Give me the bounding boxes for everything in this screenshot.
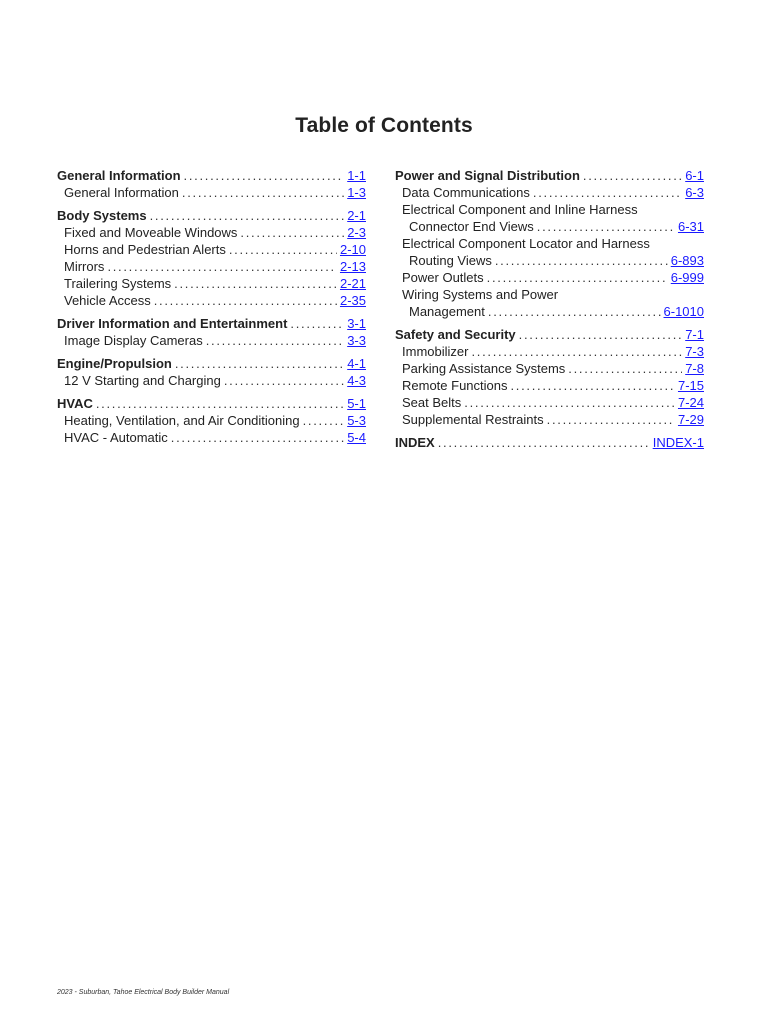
- toc-label: Mirrors: [64, 259, 105, 274]
- toc-subentry-immobilizer: [395, 343, 704, 360]
- toc-page-link[interactable]: 6-999: [670, 270, 704, 285]
- toc-page-link[interactable]: 3-1: [347, 316, 366, 331]
- leader-dots: [519, 326, 683, 343]
- toc-entry-index: [395, 434, 704, 451]
- toc-label: HVAC: [57, 396, 93, 411]
- toc-left-column: [57, 167, 366, 446]
- toc-page-link[interactable]: INDEX-1: [652, 435, 704, 450]
- leader-dots: [107, 258, 337, 275]
- toc-label: Fixed and Moveable Windows: [64, 225, 238, 240]
- toc-subentry-wiring-management: [395, 303, 704, 320]
- leader-dots: [533, 184, 682, 201]
- toc-subentry-image-cameras: [57, 332, 366, 349]
- toc-page-link[interactable]: 7-15: [677, 378, 704, 393]
- toc-entry-hvac: [57, 395, 366, 412]
- toc-page-link[interactable]: 7-29: [677, 412, 704, 427]
- toc-label: Immobilizer: [402, 344, 469, 359]
- toc-subentry-supplemental-restraints: [395, 411, 704, 428]
- toc-subentry-vehicle-access: [57, 292, 366, 309]
- toc-label: Data Communications: [402, 185, 530, 200]
- leader-dots: [206, 332, 344, 349]
- leader-dots: [290, 315, 344, 332]
- toc-label: Management: [409, 304, 485, 319]
- leader-dots: [96, 395, 344, 412]
- leader-dots: [511, 377, 675, 394]
- toc-entry-driver-information: [57, 315, 366, 332]
- toc-subentry-hvac-automatic: [57, 429, 366, 446]
- toc-subentry-general-information: [57, 184, 366, 201]
- leader-dots: [568, 360, 682, 377]
- toc-label: General Information: [57, 168, 181, 183]
- toc-page-link[interactable]: 2-1: [347, 208, 366, 223]
- leader-dots: [175, 355, 344, 372]
- leader-dots: [184, 167, 345, 184]
- toc-subentry-fixed-windows: [57, 224, 366, 241]
- toc-label: Trailering Systems: [64, 276, 172, 291]
- toc-entry-body-systems: [57, 207, 366, 224]
- toc-page-link[interactable]: 3-3: [347, 333, 366, 348]
- toc-subentry-routing-views: [395, 252, 704, 269]
- toc-page-link[interactable]: 7-24: [677, 395, 704, 410]
- toc-entry-power-signal: [395, 167, 704, 184]
- toc-label: Connector End Views: [409, 219, 534, 234]
- toc-page-link[interactable]: 7-8: [685, 361, 704, 376]
- toc-subentry-connector-end-views: [395, 218, 704, 235]
- toc-subentry-trailering: [57, 275, 366, 292]
- leader-dots: [464, 394, 675, 411]
- toc-page-link[interactable]: 2-35: [339, 293, 366, 308]
- leader-dots: [438, 434, 650, 451]
- leader-dots: [547, 411, 675, 428]
- toc-page-link[interactable]: 2-21: [339, 276, 366, 291]
- toc-page-link[interactable]: 1-3: [347, 185, 366, 200]
- toc-subentry-mirrors: [57, 258, 366, 275]
- leader-dots: [495, 252, 668, 269]
- leader-dots: [171, 429, 344, 446]
- toc-page-link[interactable]: 2-3: [347, 225, 366, 240]
- toc-label: Parking Assistance Systems: [402, 361, 566, 376]
- toc-label: Horns and Pedestrian Alerts: [64, 242, 226, 257]
- toc-page-link[interactable]: 5-3: [347, 413, 366, 428]
- page-title: Table of Contents: [295, 114, 473, 137]
- toc-label: Remote Functions: [402, 378, 508, 393]
- leader-dots: [150, 207, 345, 224]
- toc-page-link[interactable]: 6-893: [670, 253, 704, 268]
- toc-page-link[interactable]: 2-13: [339, 259, 366, 274]
- leader-dots: [583, 167, 682, 184]
- toc-label: Image Display Cameras: [64, 333, 203, 348]
- toc-subentry-line: Electrical Component and Inline Harness: [402, 202, 638, 217]
- leader-dots: [154, 292, 337, 309]
- toc-subentry-line: Wiring Systems and Power: [402, 287, 559, 302]
- leader-dots: [303, 412, 345, 429]
- toc-page-link[interactable]: 5-4: [347, 430, 366, 445]
- toc-label: General Information: [64, 185, 179, 200]
- toc-label: Seat Belts: [402, 395, 462, 410]
- leader-dots: [537, 218, 675, 235]
- leader-dots: [471, 343, 682, 360]
- leader-dots: [240, 224, 344, 241]
- page-footer: 2023 - Suburban, Tahoe Electrical Body Builder Manual: [57, 989, 230, 996]
- toc-page-link[interactable]: 6-31: [677, 219, 704, 234]
- toc-subentry-seat-belts: [395, 394, 704, 411]
- toc-label: Engine/Propulsion: [57, 356, 172, 371]
- toc-label: INDEX: [395, 435, 435, 450]
- toc-subentry-horns: [57, 241, 366, 258]
- toc-page-link[interactable]: 2-10: [339, 242, 366, 257]
- toc-page-link[interactable]: 6-3: [685, 185, 704, 200]
- toc-label: Supplemental Restraints: [402, 412, 544, 427]
- toc-label: Body Systems: [57, 208, 147, 223]
- toc-page-link[interactable]: 4-1: [347, 356, 366, 371]
- leader-dots: [182, 184, 344, 201]
- toc-page-link[interactable]: 4-3: [347, 373, 366, 388]
- toc-entry-safety-security: [395, 326, 704, 343]
- leader-dots: [229, 241, 337, 258]
- toc-label: HVAC - Automatic: [64, 430, 168, 445]
- toc-label: 12 V Starting and Charging: [64, 373, 221, 388]
- toc-subentry-hvac-heating: [57, 412, 366, 429]
- toc-page-link[interactable]: 1-1: [347, 168, 366, 183]
- toc-label: Power Outlets: [402, 270, 484, 285]
- toc-page-link[interactable]: 5-1: [347, 396, 366, 411]
- toc-page-link[interactable]: 6-1: [685, 168, 704, 183]
- leader-dots: [174, 275, 337, 292]
- toc-page-link[interactable]: 7-1: [685, 327, 704, 342]
- toc-label: Safety and Security: [395, 327, 516, 342]
- toc-label: Routing Views: [409, 253, 492, 268]
- leader-dots: [487, 269, 668, 286]
- toc-subentry-parking-assistance: [395, 360, 704, 377]
- toc-right-column: [395, 167, 704, 451]
- toc-entry-engine-propulsion: [57, 355, 366, 372]
- leader-dots: [224, 372, 344, 389]
- toc-subentry-remote-functions: [395, 377, 704, 394]
- toc-subentry-data-communications: [395, 184, 704, 201]
- toc-label: Power and Signal Distribution: [395, 168, 580, 183]
- toc-page-link[interactable]: 7-3: [685, 344, 704, 359]
- toc-subentry-power-outlets: [395, 269, 704, 286]
- toc-entry-general-information: [57, 167, 366, 184]
- toc-page-link[interactable]: 6-1010: [663, 304, 704, 319]
- toc-label: Heating, Ventilation, and Air Conditioning: [64, 413, 300, 428]
- toc-subentry-starting-charging: [57, 372, 366, 389]
- toc-subentry-line: Electrical Component Locator and Harness: [402, 236, 650, 251]
- toc-label: Driver Information and Entertainment: [57, 316, 288, 331]
- toc-label: Vehicle Access: [64, 293, 151, 308]
- leader-dots: [488, 303, 661, 320]
